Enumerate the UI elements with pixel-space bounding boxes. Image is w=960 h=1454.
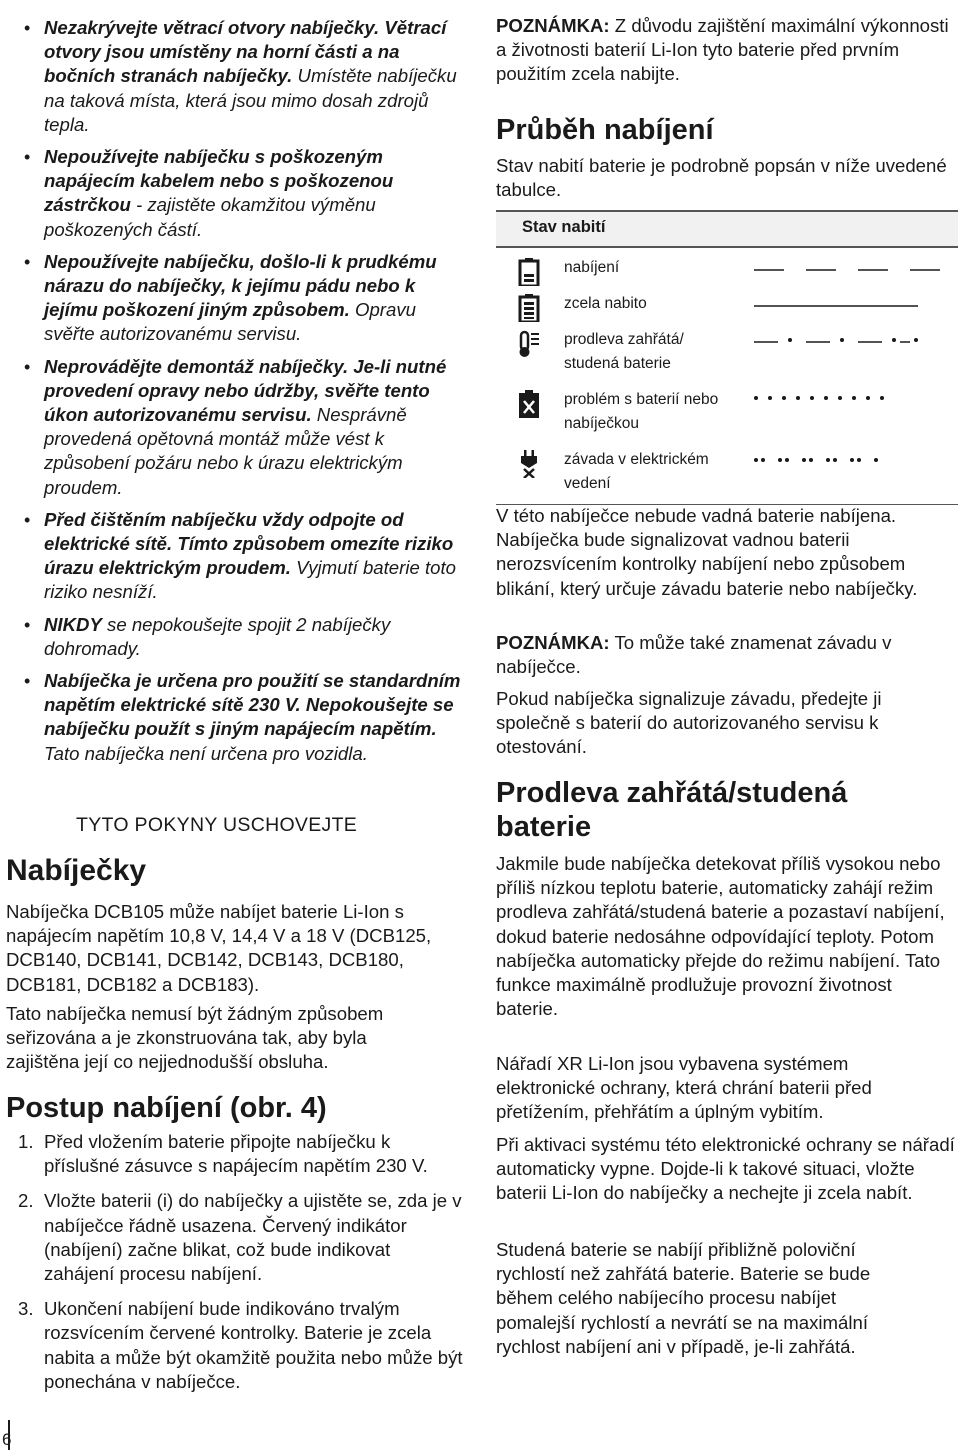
procedure-step: 2. Vložte baterii (i) do nabíječky a ujistěte se, zda je v nabíječce řádně usazena. Červený indikátor (nabíjení) začne blikat, což bude indikovat zahájení procesu nabíjení. (18, 1190, 462, 1285)
progress-intro: Stav nabití baterie je podrobně popsán v níže uvedené tabulce. (496, 155, 947, 201)
blink-pattern-dash-dot (752, 330, 952, 354)
delay-paragraph-3: Při aktivaci systému této elektronické ochrany se nářadí automaticky vypne. Dojde-li k takové situaci, vložte baterii Li-Ion do nabíječky a nechejte ji zcela nabít. (496, 1134, 955, 1204)
thermometer-battery-icon (518, 330, 540, 358)
status-label: prodleva zahřátá/ studená baterie (564, 331, 684, 372)
safety-bullet-list (24, 16, 464, 774)
safety-bullet: • Nabíječka je určena pro použití se standardním napětím elektrické sítě 230 V. Nepokoušejte se nabíječku použít s jiným napájecím napětím. Tato nabíječka není určena pro vozidla. (24, 669, 464, 766)
blink-pattern-solid (752, 294, 952, 318)
charging-progress-heading: Průběh nabíjení (496, 114, 714, 146)
plug-error-icon (518, 450, 540, 478)
table-header: Stav nabití (496, 210, 958, 248)
battery-error-icon (518, 390, 540, 418)
page-number: 6 (2, 1430, 12, 1449)
chargers-paragraph-1: Nabíječka DCB105 může nabíjet baterie Li-Ion s napájecím napětím 10,8 V, 14,4 V a 18 V (DCB125, DCB140, DCB141, DCB142, DCB143, DCB180, DCB181, DCB182 a DCB183). (6, 901, 432, 995)
safety-bullet: • Před čištěním nabíječku vždy odpojte od elektrické sítě. Tímto způsobem omezíte riziko úrazu elektrickým proudem. Vyjmutí baterie toto riziko nesníží. (24, 508, 464, 605)
safety-bullet: • Nepoužívejte nabíječku, došlo-li k prudkému nárazu do nabíječky, k jejímu pádu nebo k jejímu poškození jiným způsobem. Opravu svěřte autorizovanému servisu. (24, 250, 464, 347)
delay-paragraph-2: Nářadí XR Li-Ion jsou vybavena systémem elektronické ochrany, která chrání baterii před přetížením, přehřátím a úplným vybitím. (496, 1053, 872, 1123)
delay-paragraph-1: Jakmile bude nabíječka detekovat příliš vysokou nebo příliš nízkou teplotu baterie, automaticky zahájí režim prodleva zahřátá/studená baterie a pozastaví nabíjení, dokud baterie nedosáhne odpovídající teploty. Potom nabíječka automaticky přejde do režimu nabíjení. Tato funkce maximálně prodlužuje provozní životnost baterie. (496, 853, 945, 1020)
charging-procedure-heading: Postup nabíjení (obr. 4) (6, 1092, 327, 1124)
status-label: zcela nabito (564, 295, 647, 312)
safety-bullet: • NIKDY se nepokoušejte spojit 2 nabíječky dohromady. (24, 613, 464, 661)
safety-bullet: • Nepoužívejte nabíječku s poškozeným napájecím kabelem nebo s poškozenou zástrčkou - zajistěte okamžitou výměnu poškozených částí. (24, 145, 464, 242)
table-row (496, 252, 958, 288)
fault-service-paragraph: Pokud nabíječka signalizuje závadu, předejte ji společně s baterií do autorizovaného servisu k otestování. (496, 688, 882, 758)
status-label: problém s baterií nebo nabíječkou (564, 391, 719, 432)
procedure-step: 1. Před vložením baterie připojte nabíječku k příslušné zásuvce s napájecím napětím 230 V. (18, 1131, 428, 1177)
procedure-steps (18, 1130, 464, 1405)
table-row (496, 288, 958, 324)
procedure-step: 3. Ukončení nabíjení bude indikováno trvalým rozsvícením červené kontrolky. Baterie je zcela nabita a může být okamžitě použita nebo může být ponechána v nabíječce. (18, 1298, 463, 1392)
chargers-heading: Nabíječky (6, 854, 147, 887)
defective-battery-paragraph: V této nabíječce nebude vadná baterie nabíjena. Nabíječka bude signalizovat vadnou baterii nerozsvícením kontrolky nabíjení nebo způsobem blikání, který určuje závadu baterie nebo nabíječky. (496, 505, 918, 599)
table-row (496, 444, 958, 504)
note-charger-fault: POZNÁMKA: To může také znamenat závadu v nabíječce. (496, 632, 892, 678)
blink-pattern-fast-dots (752, 390, 952, 414)
table-row (496, 384, 958, 444)
safety-bullet: • Neprovádějte demontáž nabíječky. Je-li nutné provedení opravy nebo údržby, svěřte tento úkon autorizovanému servisu. Nesprávně provedená opětovná montáž může vést k způsobení požáru nebo k úrazu elektrickým proudem. (24, 355, 464, 500)
battery-full-icon (518, 294, 540, 322)
table-row (496, 324, 958, 384)
status-label: závada v elektrickém vedení (564, 451, 709, 492)
keep-instructions-notice: TYTO POKYNY USCHOVEJTE (76, 814, 358, 836)
note-first-use: POZNÁMKA: Z důvodu zajištění maximální výkonnosti a životnosti baterií Li-Ion tyto baterie před prvním použitím zcela nabijte. (496, 15, 949, 85)
battery-charging-icon (518, 258, 540, 286)
blink-pattern-slow-dashes (752, 258, 952, 282)
hot-cold-delay-heading: Prodleva zahřátá/studená baterie (496, 777, 848, 843)
delay-paragraph-4: Studená baterie se nabíjí přibližně poloviční rychlostí než zahřátá baterie. Baterie se bude během celého nabíjecího procesu nabíjet pomalejší rychlostí a nevrátí se na maximální rychlost nabíjení ani v případě, je-li zahřátá. (496, 1239, 871, 1357)
chargers-paragraph-2: Tato nabíječka nemusí být žádným způsobem seřizována a je zkonstruována tak, aby byla zajištěna její co nejjednodušší obsluha. (6, 1003, 384, 1073)
blink-pattern-double-dots (752, 450, 952, 474)
safety-bullet: • Nezakrývejte větrací otvory nabíječky. Větrací otvory jsou umístěny na horní části a na bočních stranách nabíječky. Umístěte nabíječku na taková místa, která jsou mimo dosah zdrojů tepla. (24, 16, 464, 137)
status-label: nabíjení (564, 259, 620, 276)
charge-status-table (496, 210, 958, 505)
